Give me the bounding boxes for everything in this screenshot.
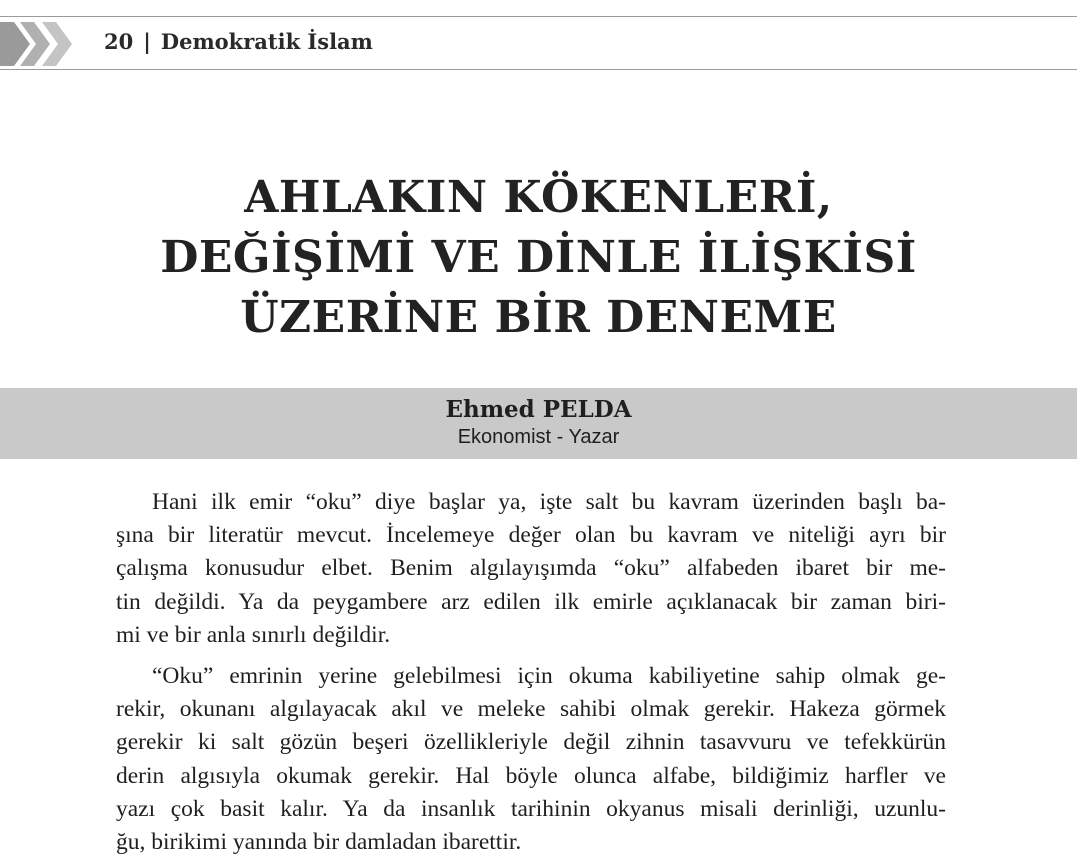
text-line: ğu, birikimi yanında bir damladan ibarettir. — [116, 828, 522, 855]
header-separator: | — [143, 29, 151, 54]
title-line: ÜZERİNE BİR DENEME — [240, 292, 837, 343]
running-header — [0, 16, 1077, 70]
text-line: Hani ilk emir “oku” diye başlar ya, işte salt bu kavram üzerinden başlı ba- — [152, 489, 946, 515]
text-line: tin değildi. Ya da peygambere arz edilen ilk emirle açıklanacak bir zaman biri- — [116, 588, 946, 615]
paragraph-1 — [116, 486, 946, 652]
text-line: “Oku” emrinin yerine gelebilmesi için okuma kabiliyetine sahip olmak ge- — [152, 663, 946, 689]
text-line: mi ve bir anla sınırlı değildir. — [116, 621, 391, 648]
text-line: çalışma konusudur elbet. Benim algılayışımda “oku” alfabeden ibaret bir me- — [116, 555, 946, 582]
chevron-decoration-icon — [0, 22, 84, 66]
author-role: Ekonomist - Yazar — [457, 426, 620, 448]
author-name: Ehmed PELDA — [445, 396, 632, 423]
text-line: rekir, okunanı algılayacak akıl ve meleke sahibi olmak gerekir. Hakeza görmek — [116, 696, 946, 723]
author-band — [0, 388, 1077, 459]
text-line: gerekir ki salt gözün beşeri özellikleriyle değil zihnin tasavvuru ve tefekkürün — [116, 729, 946, 756]
page-number: 20 — [104, 29, 134, 54]
title-line: DEĞİŞİMİ VE DİNLE İLİŞKİSİ — [160, 232, 917, 283]
paragraph-2 — [116, 660, 946, 859]
article-title — [0, 168, 1077, 348]
text-line: şına bir literatür mevcut. İncelemeye değer olan bu kavram ve niteliği ayrı bir — [116, 522, 946, 549]
text-line: derin algısıyla okumak gerekir. Hal böyle olunca alfabe, bildiğimiz harfler ve — [116, 762, 946, 789]
running-head — [104, 29, 373, 54]
text-line: yazı çok basit kalır. Ya da insanlık tarihinin okyanus misali derinliği, uzunlu- — [116, 795, 946, 822]
title-line: AHLAKIN KÖKENLERİ, — [244, 172, 833, 223]
book-title: Demokratik İslam — [160, 29, 373, 54]
